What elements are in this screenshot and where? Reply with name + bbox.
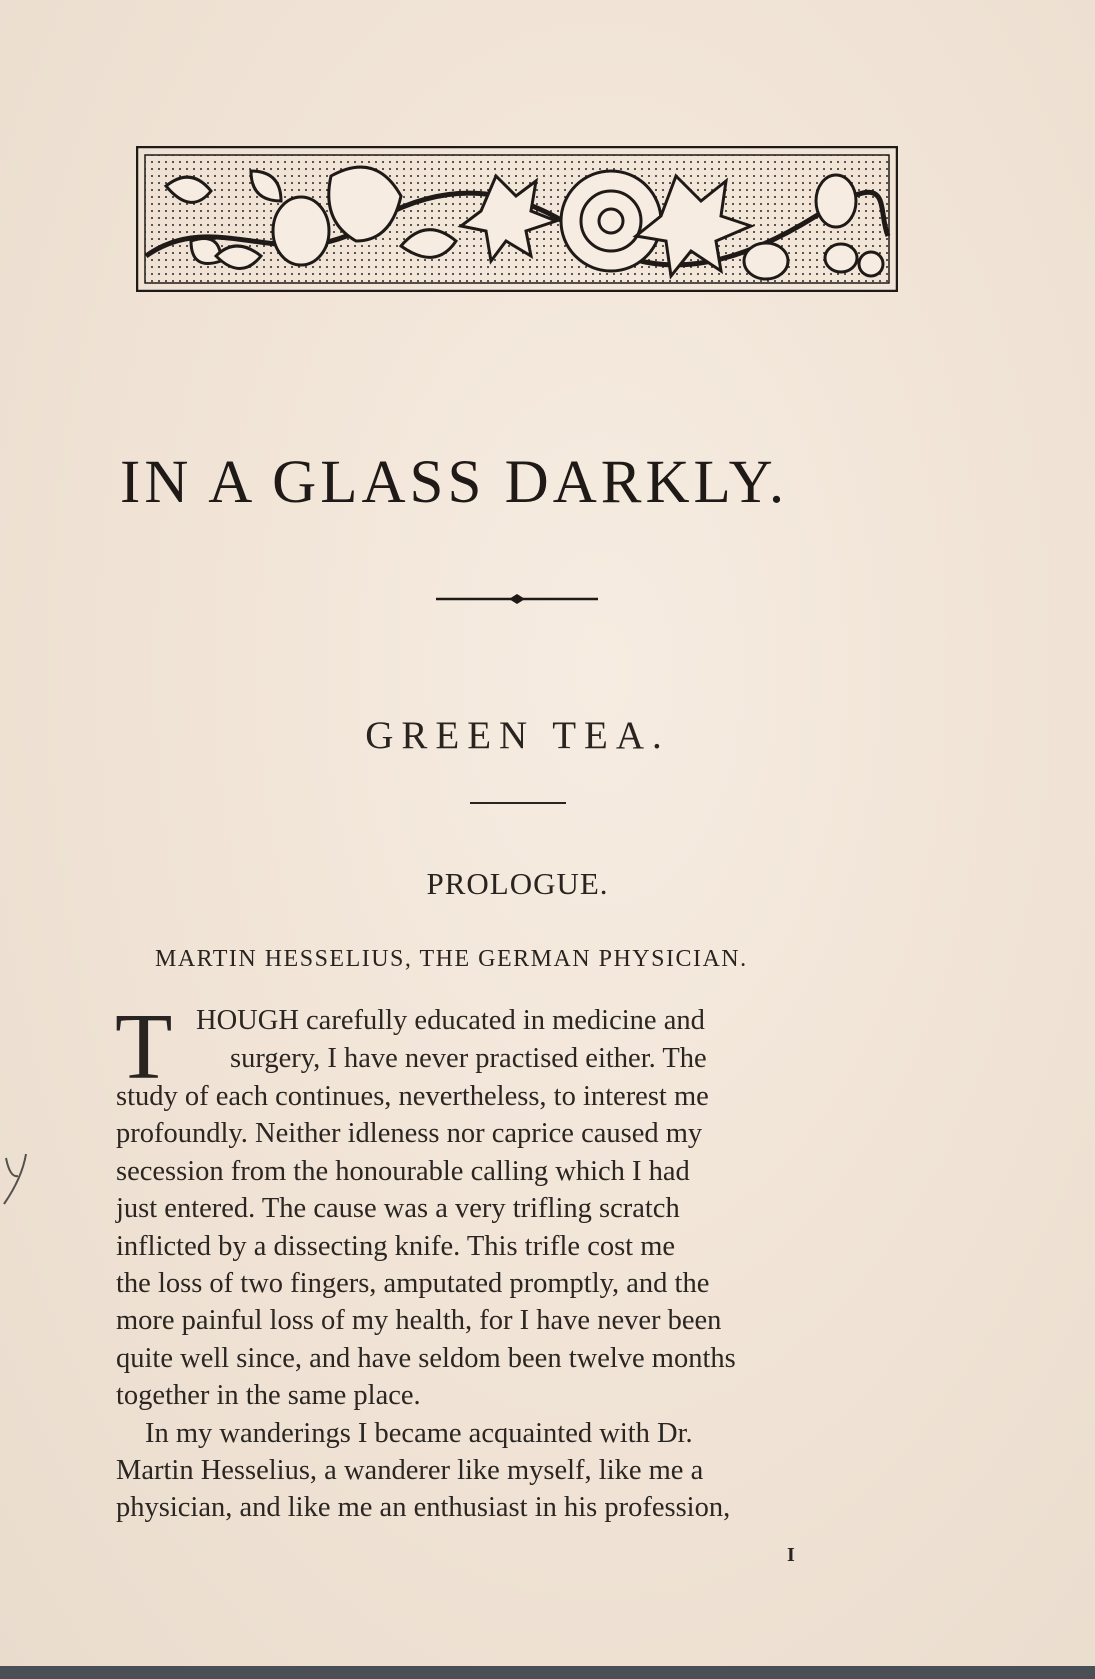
diamond-rule-icon xyxy=(436,592,598,606)
section-heading: PROLOGUE. xyxy=(426,866,609,901)
text-line: In my wanderings I became acquainted with Dr. xyxy=(145,1418,693,1449)
text-line: physician, and like me an enthusiast in his profession, xyxy=(116,1492,731,1523)
text-line: surgery, I have never practised either. The xyxy=(230,1043,707,1074)
text-line: quite well since, and have seldom been twelve months xyxy=(116,1343,736,1374)
text-line: HOUGH carefully educated in medicine and xyxy=(196,1005,705,1036)
chapter-subheading: MARTIN HESSELIUS, THE GERMAN PHYSICIAN. xyxy=(155,946,748,972)
text-line: study of each continues, nevertheless, to interest me xyxy=(116,1081,709,1112)
text-line: just entered. The cause was a very trifling scratch xyxy=(116,1193,680,1224)
story-title: GREEN TEA. xyxy=(365,714,670,757)
text-line: more painful loss of my health, for I have never been xyxy=(116,1305,722,1336)
drop-cap: T xyxy=(115,995,173,1099)
text-line: secession from the honourable calling which I had xyxy=(116,1156,690,1187)
text-line: profoundly. Neither idleness nor caprice caused my xyxy=(116,1118,703,1149)
floral-headpiece-icon xyxy=(136,146,898,292)
book-title: IN A GLASS DARKLY. xyxy=(120,449,789,516)
pencil-mark-icon xyxy=(0,1148,34,1208)
text-line: inflicted by a dissecting knife. This trifle cost me xyxy=(116,1231,676,1262)
text-line: Martin Hesselius, a wanderer like myself, like me a xyxy=(116,1455,704,1486)
text-line: together in the same place. xyxy=(116,1380,421,1411)
page-number: I xyxy=(787,1544,795,1566)
page-edge xyxy=(0,1666,1095,1679)
title-divider xyxy=(470,802,566,804)
text-line: the loss of two fingers, amputated promptly, and the xyxy=(116,1268,710,1299)
